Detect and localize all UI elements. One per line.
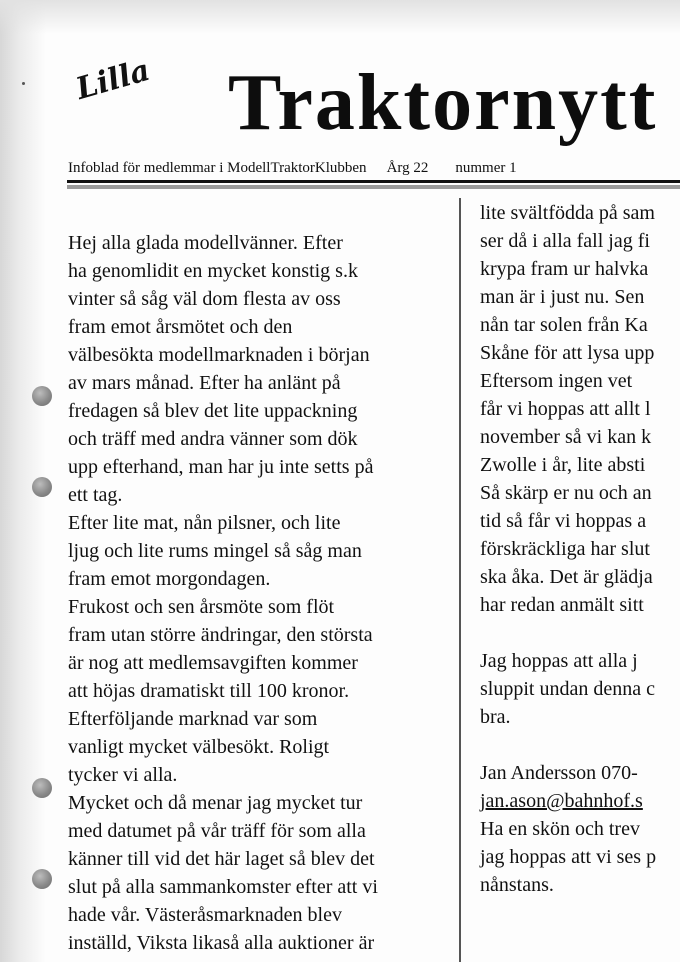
info-bar [68, 158, 680, 178]
paragraph-gap [480, 619, 680, 647]
text-line: välbesökta modellmarknaden i början [68, 344, 370, 366]
right-column [480, 199, 680, 899]
text-line: hade vår. Västeråsmarknaden blev [68, 904, 342, 926]
text-line: Efter lite mat, nån pilsner, och lite [68, 512, 341, 534]
text-line: inställd, Viksta likaså alla auktioner är [68, 932, 375, 954]
text-line: Hej alla glada modellvänner. Efter [68, 232, 343, 254]
text-line: av mars månad. Efter ha anlänt på [68, 372, 341, 394]
text-line: fram emot årsmötet och den [68, 316, 293, 338]
binder-hole [32, 386, 52, 406]
text-line: Ha en skön och trev [480, 818, 640, 840]
right-paragraphs-top [480, 199, 680, 619]
text-line: fredagen så blev det lite uppackning [68, 400, 358, 422]
text-line: Zwolle i år, lite absti [480, 454, 646, 476]
text-line: slut på alla sammankomster efter att vi [68, 876, 378, 898]
text-line: tid så får vi hoppas a [480, 510, 647, 532]
paragraph-gap [480, 731, 680, 759]
text-line: fram utan större ändringar, den största [68, 624, 373, 646]
text-line: förskräckliga har slut [480, 538, 650, 560]
text-line: Mycket och då menar jag mycket tur [68, 792, 363, 814]
text-line: får vi hoppas att allt l [480, 398, 651, 420]
text-line: och träff med andra vänner som dök [68, 428, 358, 450]
text-line: att höjas dramatiskt till 100 kronor. [68, 680, 350, 702]
info-year: Årg 22 [386, 160, 429, 176]
text-line: vinter så såg väl dom flesta av oss [68, 288, 341, 310]
text-line: Eftersom ingen vet [480, 370, 633, 392]
masthead-small-word: Lilla [72, 52, 154, 107]
text-line: fram emot morgondagen. [68, 568, 271, 590]
header-rule [67, 180, 680, 183]
text-line: Jag hoppas att alla j [480, 650, 638, 672]
text-line: Så skärp er nu och an [480, 482, 652, 504]
text-line: ska åka. Det är glädja [480, 566, 653, 588]
text-line: man är i just nu. Sen [480, 286, 645, 308]
scan-speck [22, 82, 25, 85]
left-column [68, 229, 453, 957]
text-line: ett tag. [68, 484, 123, 506]
text-line: sluppit undan denna c [480, 678, 655, 700]
binder-hole [32, 869, 52, 889]
text-line: upp efterhand, man har ju inte setts på [68, 456, 374, 478]
text-line: november så vi kan k [480, 426, 652, 448]
text-line: känner till vid det här laget så blev det [68, 848, 375, 870]
masthead-title: Traktornytt [228, 59, 658, 147]
right-paragraph-closing [480, 815, 680, 899]
text-line: Skåne för att lysa upp [480, 342, 655, 364]
text-line: ser då i alla fall jag fi [480, 230, 650, 252]
signature-line: Jan Andersson 070- [480, 762, 638, 784]
binder-hole [32, 477, 52, 497]
text-line: Efterföljande marknad var som [68, 708, 318, 730]
email-link[interactable]: jan.ason@bahnhof.s [480, 790, 643, 812]
text-line: nånstans. [480, 874, 554, 896]
scan-shadow-top [0, 0, 680, 34]
text-line: ljug och lite rums mingel så såg man [68, 540, 362, 562]
info-subtitle: Infoblad för medlemmar i ModellTraktorKlubben [68, 160, 367, 176]
text-line: är nog att medlemsavgiften kommer [68, 652, 358, 674]
binder-hole [32, 778, 52, 798]
text-line: bra. [480, 706, 511, 728]
text-line: lite svältfödda på sam [480, 202, 655, 224]
text-line: tycker vi alla. [68, 764, 178, 786]
text-line: jag hoppas att vi ses p [480, 846, 657, 868]
text-line: nån tar solen från Ka [480, 314, 648, 336]
column-divider [459, 198, 461, 962]
right-paragraph-hope [480, 647, 680, 731]
header-rule-shadow [67, 185, 680, 189]
info-number: nummer 1 [455, 160, 517, 176]
text-line: har redan anmält sitt [480, 594, 644, 616]
text-line: vanligt mycket välbesökt. Roligt [68, 736, 330, 758]
text-line: med datumet på vår träff för som alla [68, 820, 366, 842]
text-line: krypa fram ur halvka [480, 258, 649, 280]
text-line: Frukost och sen årsmöte som flöt [68, 596, 335, 618]
text-line: ha genomlidit en mycket konstig s.k [68, 260, 358, 282]
